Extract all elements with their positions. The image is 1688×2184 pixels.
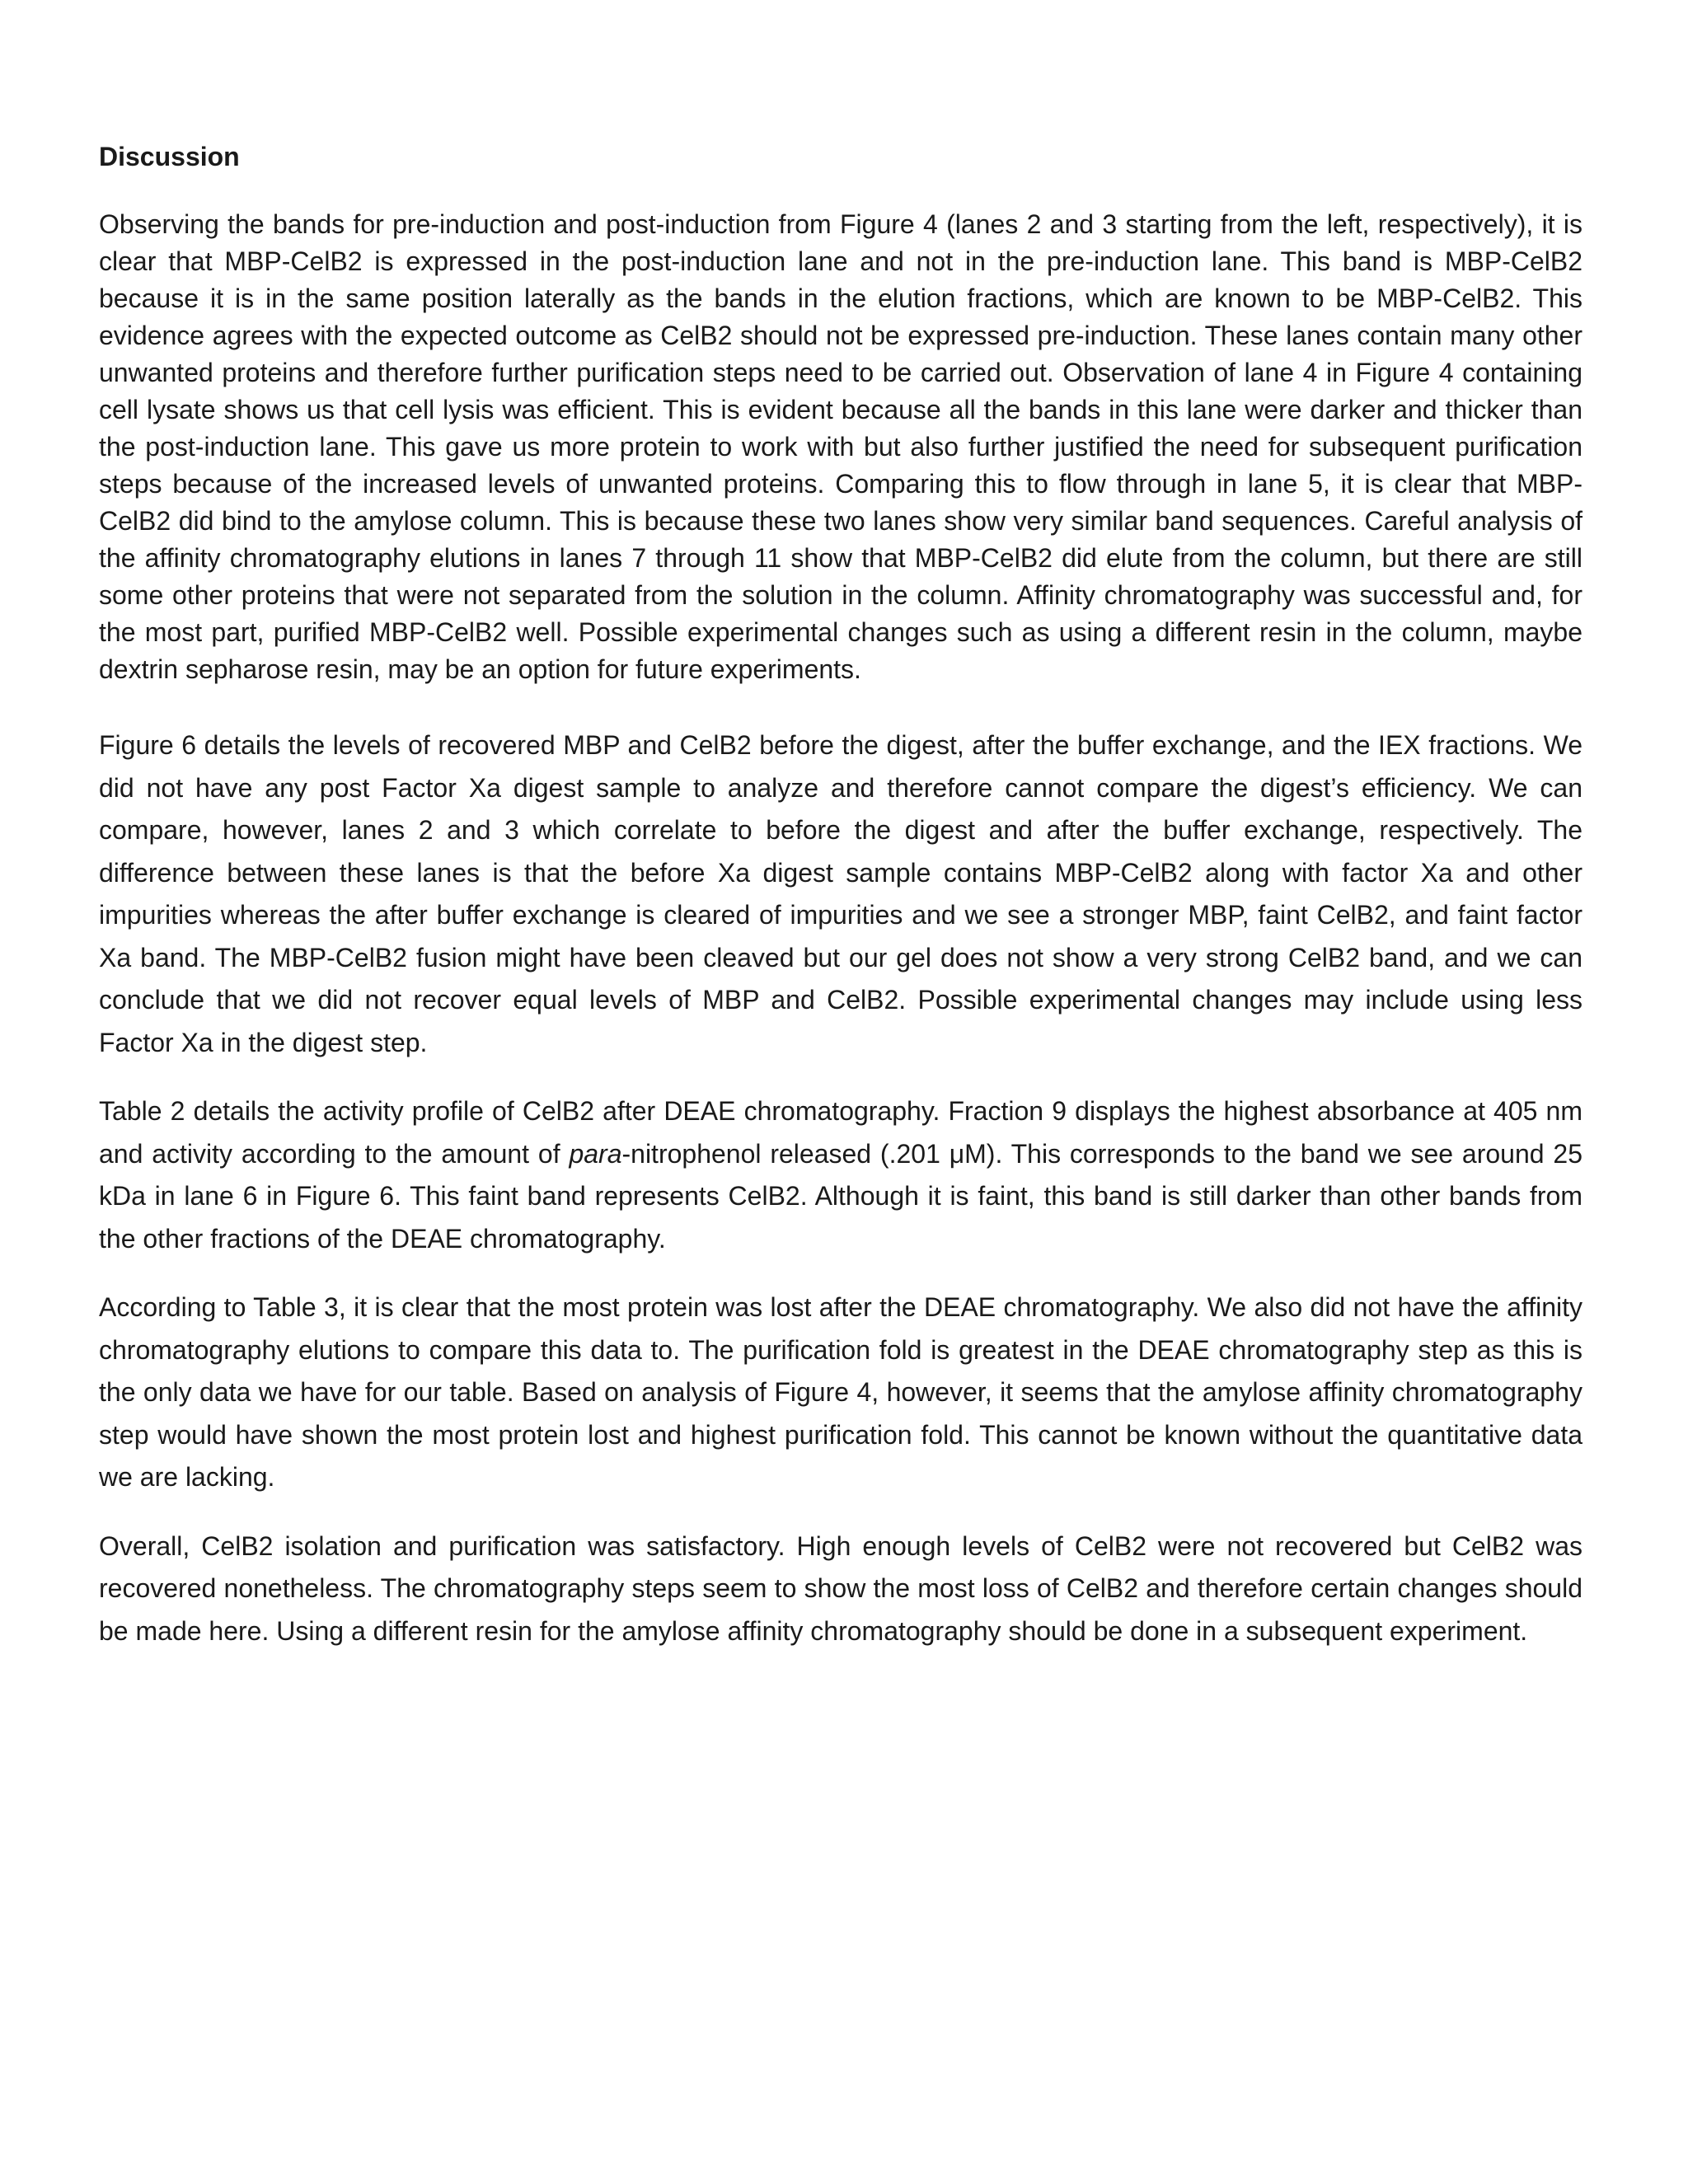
document-page (99, 138, 1582, 1652)
paragraph-figure6-analysis: Figure 6 details the levels of recovered MBP and CelB2 before the digest, after the buffer exchange, and the IEX fractions. We did not have any post Factor Xa digest sample to analyze and therefore cannot compare the digest’s efficiency. We can compare, however, lanes 2 and 3 which correlate to before the digest and after the buffer exchange, respectively. The difference between these lanes is that the before Xa digest sample contains MBP-CelB2 along with factor Xa and other impurities whereas the after buffer exchange is cleared of impurities and we see a stronger MBP, faint CelB2, and faint factor Xa band. The MBP-CelB2 fusion might have been cleaved but our gel does not show a very strong CelB2 band, and we can conclude that we did not recover equal levels of MBP and CelB2. Possible experimental changes may include using less Factor Xa in the digest step. (99, 730, 1582, 1057)
paragraph-overall-conclusion: Overall, CelB2 isolation and purification was satisfactory. High enough levels of CelB2 were not recovered but CelB2 was recovered nonetheless. The chromatography steps seem to show the most loss of CelB2 and therefore certain changes should be made here. Using a different resin for the amylose affinity chromatography should be done in a subsequent experiment. (99, 1530, 1582, 1646)
paragraph-table2-activity (99, 1090, 1582, 1260)
paragraph-figure4-analysis: Observing the bands for pre-induction and post-induction from Figure 4 (lanes 2 and 3 starting from the left, respectively), it is clear that MBP-CelB2 is expressed in the post-induction lane and not in the pre-induction lane. This band is MBP-CelB2 because it is in the same position laterally as the bands in the elution fractions, which are known to be MBP-CelB2. This evidence agrees with the expected outcome as CelB2 should not be expressed pre-induction. These lanes contain many other unwanted proteins and therefore further purification steps need to be carried out. Observation of lane 4 in Figure 4 containing cell lysate shows us that cell lysis was efficient. This is evident because all the bands in this lane were darker and thicker than the post-induction lane. This gave us more protein to work with but also further justified the need for subsequent purification steps because of the increased levels of unwanted proteins. Comparing this to flow through in lane 5, it is clear that MBP-CelB2 did bind to the amylose column. This is because these two lanes show very similar band sequences. Careful analysis of the affinity chromatography elutions in lanes 7 through 11 show that MBP-CelB2 did elute from the column, but there are still some other proteins that were not separated from the solution in the column. Affinity chromatography was successful and, for the most part, purified MBP-CelB2 well. Possible experimental changes such as using a different resin in the column, maybe dextrin sepharose resin, may be an option for future experiments. (99, 209, 1582, 684)
paragraph-table2-text-end: -nitrophenol released (.201 μM). This corresponds to the band we see around 25 kDa in lane 6 in Figure 6. This faint band represents CelB2. Although it is faint, this band is still darker than other bands from the other fractions of the DEAE chromatography. (99, 1138, 1582, 1254)
paragraph-table3-purification: According to Table 3, it is clear that the most protein was lost after the DEAE chromatography. We also did not have the affinity chromatography elutions to compare this data to. The purification fold is greatest in the DEAE chromatography step as this is the only data we have for our table. Based on analysis of Figure 4, however, it seems that the amylose affinity chromatography step would have shown the most protein lost and highest purification fold. This cannot be known without the quantitative data we are lacking. (99, 1292, 1582, 1492)
para-italic-text: para (569, 1138, 622, 1169)
paragraph-table2-text-start: Table 2 details the activity profile of CelB2 after DEAE chromatography. Fraction 9 displays the highest absorbance at 405 nm and activity according to the amount of (99, 1096, 1582, 1169)
section-heading: Discussion (99, 142, 240, 171)
